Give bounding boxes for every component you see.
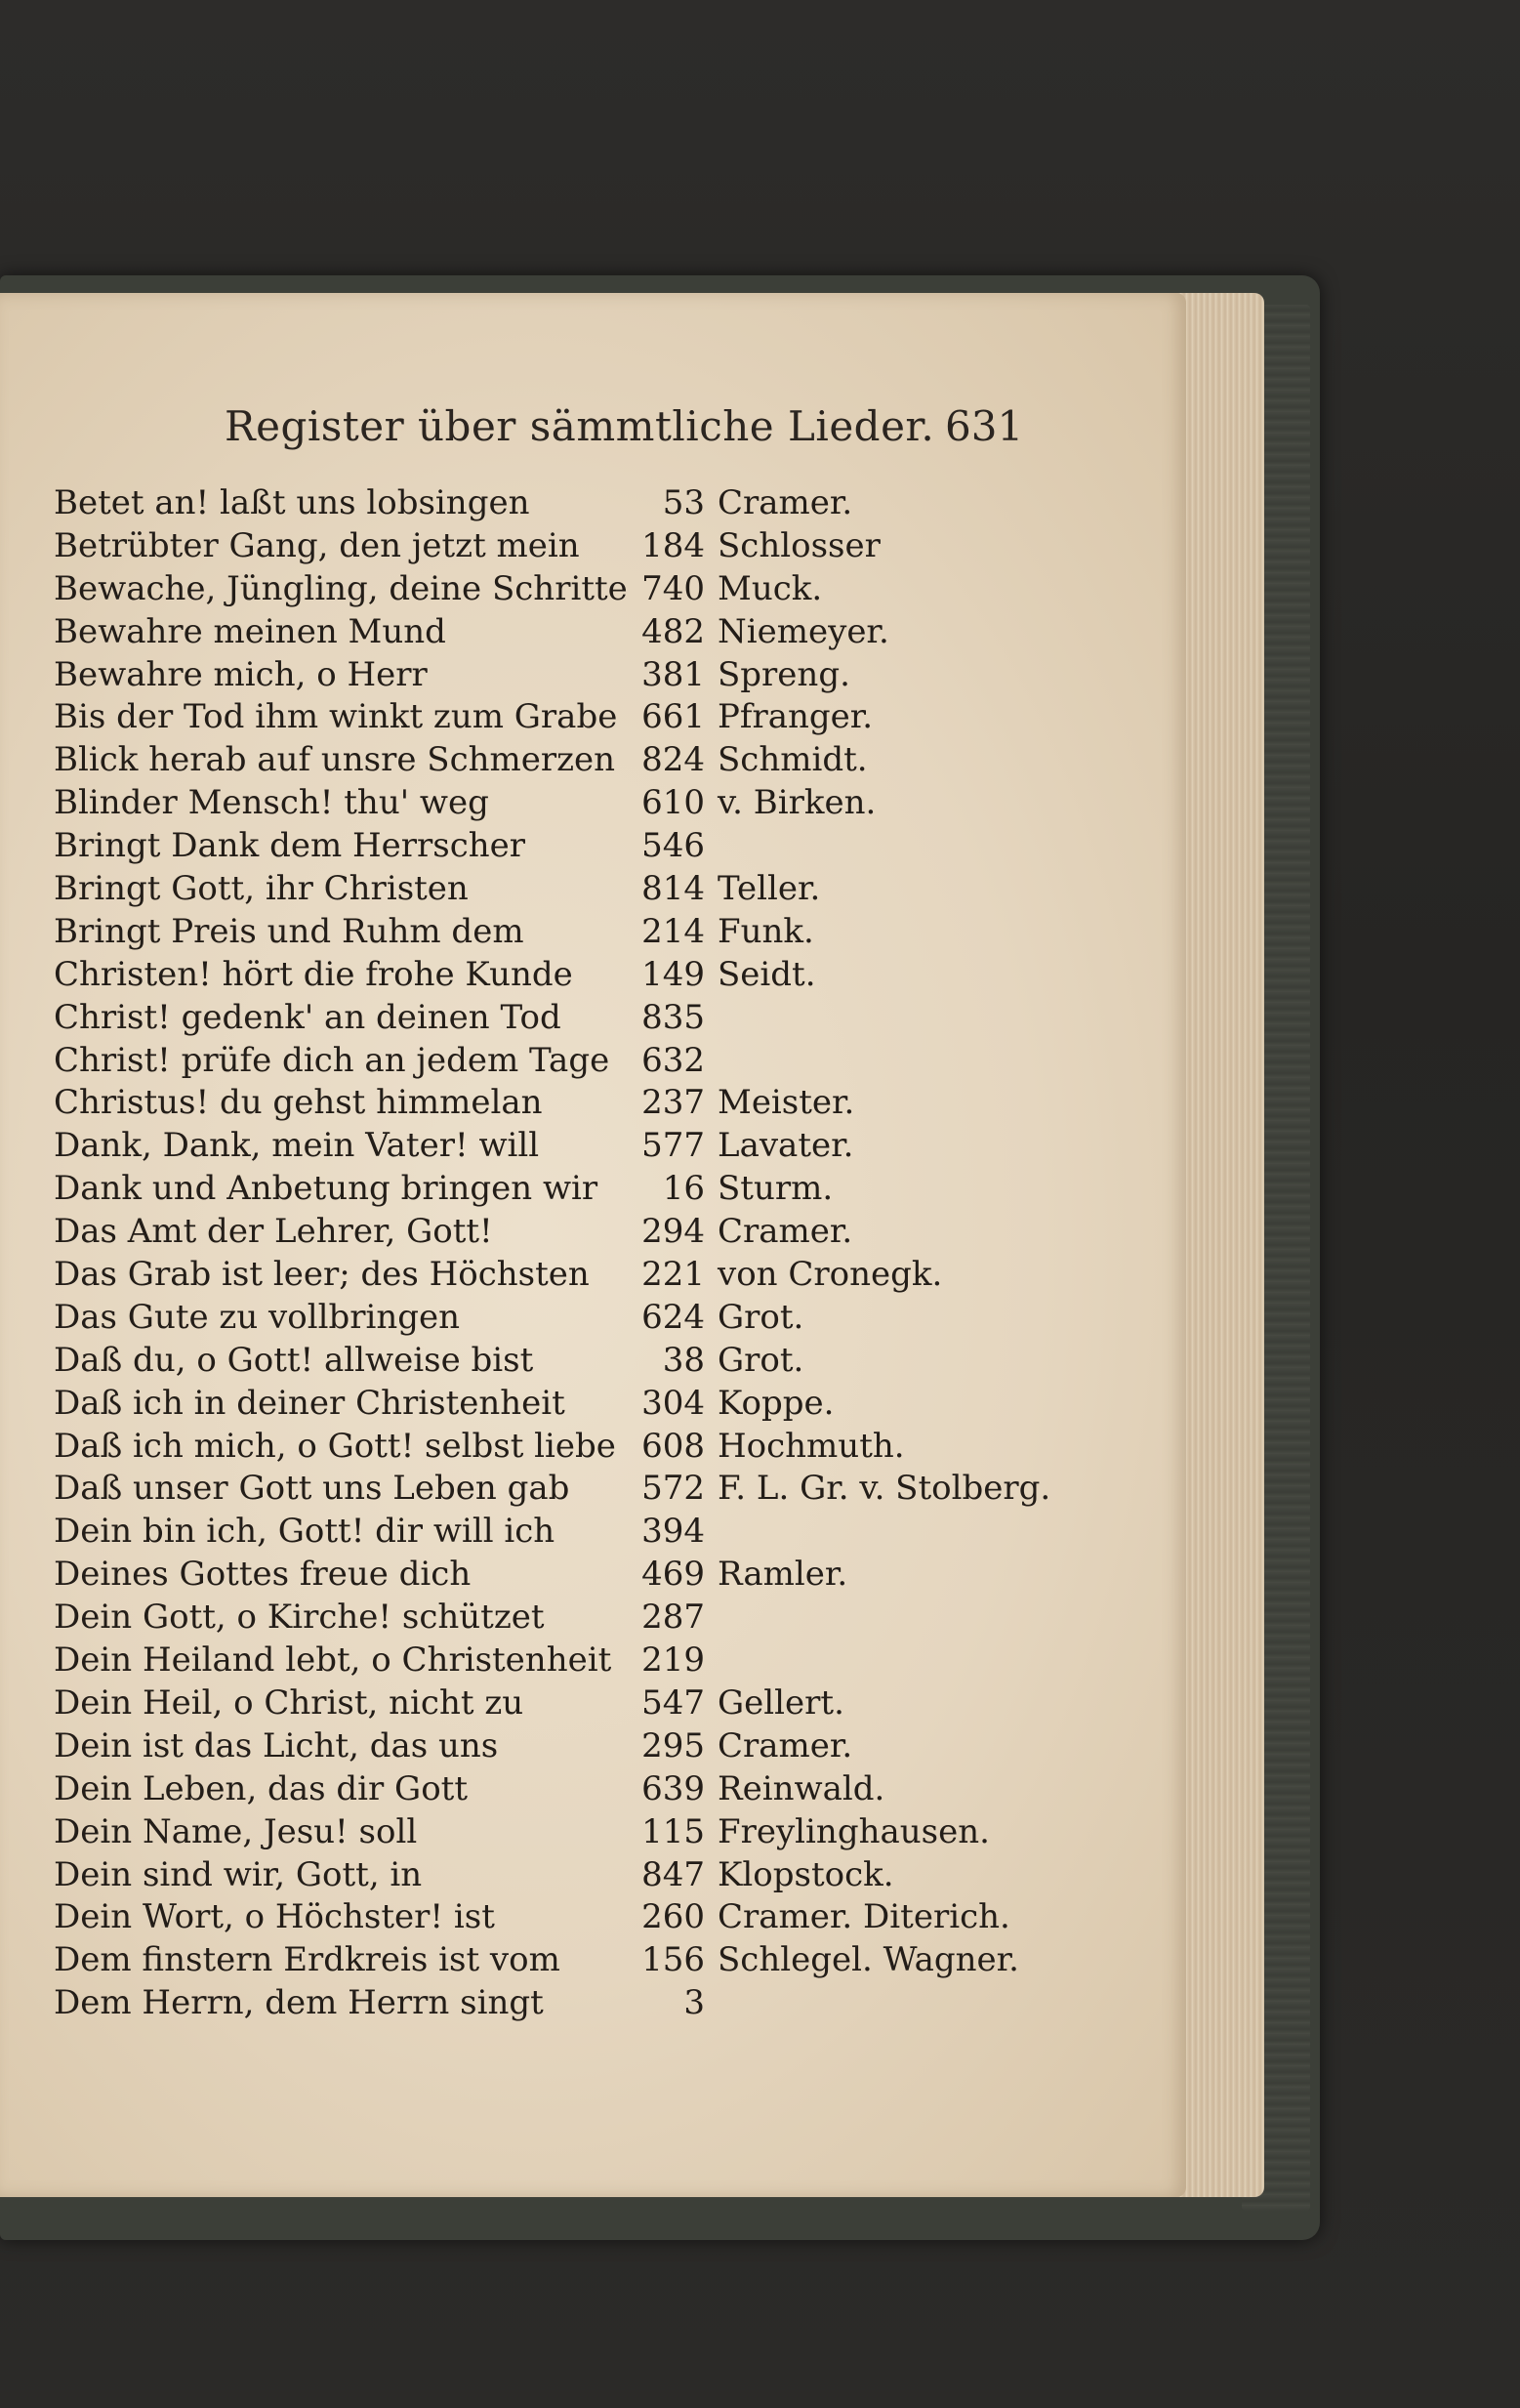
hymn-author: Spreng. <box>718 654 850 694</box>
hymn-author: Pfranger. <box>718 697 874 737</box>
hymn-first-line: Bringt Dank dem Herrscher <box>54 826 526 866</box>
hymn-number: 608 <box>641 1426 705 1466</box>
hymn-first-line: Bewache, Jüngling, deine Schritte <box>54 568 628 608</box>
hymn-author: Seidt. <box>718 954 816 994</box>
index-entry <box>0 654 1186 697</box>
index-entry <box>0 825 1186 868</box>
index-entry <box>0 482 1186 525</box>
hymn-author: Niemeyer. <box>718 611 889 651</box>
page-header <box>0 402 1186 461</box>
hymn-first-line: Christ! prüfe dich an jedem Tage <box>54 1040 610 1080</box>
hymn-number: 53 <box>662 483 705 522</box>
hymn-index-list <box>0 482 1186 2025</box>
hymn-first-line: Dein ist das Licht, das uns <box>54 1725 499 1765</box>
hymn-number: 394 <box>641 1512 705 1552</box>
hymn-number: 632 <box>641 1040 705 1080</box>
page-title: Register über sämmtliche Lieder. <box>225 402 935 450</box>
hymn-author: v. Birken. <box>718 783 877 823</box>
hymn-number: 38 <box>662 1340 705 1380</box>
hymn-number: 304 <box>641 1383 705 1423</box>
hymn-first-line: Daß unser Gott uns Leben gab <box>54 1469 570 1509</box>
hymn-first-line: Das Gute zu vollbringen <box>54 1297 461 1337</box>
index-entry <box>0 1125 1186 1168</box>
index-entry <box>0 1340 1186 1383</box>
hymn-author: Gellert. <box>718 1682 844 1723</box>
hymn-first-line: Dein Gott, o Kirche! schützet <box>54 1598 545 1638</box>
hymn-number: 156 <box>641 1940 705 1980</box>
index-entry <box>0 525 1186 568</box>
index-entry <box>0 868 1186 911</box>
hymn-author: Muck. <box>718 568 823 608</box>
hymn-number: 214 <box>641 911 705 951</box>
hymn-first-line: Daß ich in deiner Christenheit <box>54 1383 565 1423</box>
hymn-first-line: Blick herab auf unsre Schmerzen <box>54 740 616 780</box>
hymn-number: 381 <box>641 654 705 694</box>
hymn-number: 287 <box>641 1598 705 1638</box>
hymn-number: 115 <box>641 1811 705 1851</box>
hymn-first-line: Dem finstern Erdkreis ist vom <box>54 1940 560 1980</box>
hymn-number: 624 <box>641 1297 705 1337</box>
index-entry <box>0 1426 1186 1469</box>
hymn-number: 639 <box>641 1768 705 1808</box>
hymn-first-line: Deines Gottes freue dich <box>54 1555 472 1595</box>
index-entry <box>0 911 1186 954</box>
hymn-first-line: Bringt Preis und Ruhm dem <box>54 911 524 951</box>
hymn-first-line: Daß du, o Gott! allweise bist <box>54 1340 534 1380</box>
hymn-first-line: Dein Name, Jesu! soll <box>54 1811 418 1851</box>
hymn-number: 221 <box>641 1255 705 1295</box>
index-entry <box>0 1254 1186 1297</box>
hymn-first-line: Bewahre mich, o Herr <box>54 654 428 694</box>
hymn-number: 3 <box>683 1983 705 2023</box>
hymn-author: Grot. <box>718 1297 804 1337</box>
hymn-first-line: Christus! du gehst himmelan <box>54 1083 543 1123</box>
hymn-author: Klopstock. <box>718 1854 894 1894</box>
index-entry <box>0 568 1186 611</box>
hymn-author: Funk. <box>718 911 814 951</box>
hymn-number: 184 <box>641 525 705 565</box>
hymn-first-line: Dein bin ich, Gott! dir will ich <box>54 1512 555 1552</box>
hymn-number: 546 <box>641 826 705 866</box>
hymn-number: 149 <box>641 954 705 994</box>
index-entry <box>0 1383 1186 1426</box>
hymn-number: 814 <box>641 869 705 909</box>
hymn-first-line: Betrübter Gang, den jetzt mein <box>54 525 580 565</box>
hymn-author: Teller. <box>718 869 821 909</box>
index-entry <box>0 611 1186 654</box>
hymn-number: 824 <box>641 740 705 780</box>
index-entry <box>0 1640 1186 1682</box>
hymn-first-line: Christen! hört die frohe Kunde <box>54 954 573 994</box>
hymn-first-line: Blinder Mensch! thu' weg <box>54 783 489 823</box>
hymn-author: Schlegel. Wagner. <box>718 1940 1019 1980</box>
hymn-first-line: Bis der Tod ihm winkt zum Grabe <box>54 697 618 737</box>
hymn-number: 482 <box>641 611 705 651</box>
index-entry <box>0 1854 1186 1897</box>
hymn-first-line: Dank und Anbetung bringen wir <box>54 1169 598 1209</box>
hymn-first-line: Christ! gedenk' an deinen Tod <box>54 997 561 1037</box>
hymn-first-line: Bewahre meinen Mund <box>54 611 446 651</box>
index-entry <box>0 1468 1186 1511</box>
hymn-number: 610 <box>641 783 705 823</box>
hymn-first-line: Daß ich mich, o Gott! selbst liebe <box>54 1426 616 1466</box>
hymn-number: 661 <box>641 697 705 737</box>
hymn-number: 469 <box>641 1555 705 1595</box>
index-entry <box>0 1982 1186 2025</box>
index-entry <box>0 997 1186 1040</box>
hymn-first-line: Dank, Dank, mein Vater! will <box>54 1126 540 1166</box>
hymn-number: 577 <box>641 1126 705 1166</box>
hymn-author: Meister. <box>718 1083 855 1123</box>
hymn-number: 219 <box>641 1640 705 1681</box>
hymn-author: Schlosser <box>718 525 881 565</box>
hymn-author: Koppe. <box>718 1383 835 1423</box>
hymn-first-line: Dein Heil, o Christ, nicht zu <box>54 1682 524 1723</box>
index-entry <box>0 1811 1186 1854</box>
hymn-first-line: Das Amt der Lehrer, Gott! <box>54 1212 493 1252</box>
hymn-first-line: Dein Leben, das dir Gott <box>54 1768 469 1808</box>
hymn-number: 294 <box>641 1212 705 1252</box>
hymn-number: 260 <box>641 1897 705 1937</box>
hymn-author: Cramer. Diterich. <box>718 1897 1010 1937</box>
hymn-author: Sturm. <box>718 1169 834 1209</box>
page-number: 631 <box>945 402 1024 450</box>
hymn-first-line: Dem Herrn, dem Herrn singt <box>54 1983 544 2023</box>
hymn-author: Freylinghausen. <box>718 1811 990 1851</box>
hymn-first-line: Bringt Gott, ihr Christen <box>54 869 469 909</box>
hymn-first-line: Dein sind wir, Gott, in <box>54 1854 423 1894</box>
index-entry <box>0 954 1186 997</box>
index-entry <box>0 1168 1186 1211</box>
hymn-author: von Cronegk. <box>718 1255 943 1295</box>
hymn-author: Grot. <box>718 1340 804 1380</box>
hymn-number: 835 <box>641 997 705 1037</box>
index-entry <box>0 1554 1186 1597</box>
hymn-author: Reinwald. <box>718 1768 885 1808</box>
hymn-author: Ramler. <box>718 1555 848 1595</box>
index-entry <box>0 1768 1186 1811</box>
hymn-first-line: Dein Wort, o Höchster! ist <box>54 1897 495 1937</box>
hymn-first-line: Dein Heiland lebt, o Christenheit <box>54 1640 612 1681</box>
index-entry <box>0 1597 1186 1640</box>
hymn-author: Hochmuth. <box>718 1426 905 1466</box>
hymn-first-line: Betet an! laßt uns lobsingen <box>54 483 530 522</box>
index-entry <box>0 1040 1186 1083</box>
hymn-author: Lavater. <box>718 1126 854 1166</box>
hymn-number: 237 <box>641 1083 705 1123</box>
index-entry <box>0 1211 1186 1254</box>
index-entry <box>0 1939 1186 1982</box>
hymn-author: Schmidt. <box>718 740 868 780</box>
hymn-number: 572 <box>641 1469 705 1509</box>
index-entry <box>0 1896 1186 1939</box>
index-entry <box>0 1297 1186 1340</box>
hymn-number: 847 <box>641 1854 705 1894</box>
hymn-author: F. L. Gr. v. Stolberg. <box>718 1469 1051 1509</box>
hymn-number: 16 <box>662 1169 705 1209</box>
index-entry <box>0 739 1186 782</box>
hymn-author: Cramer. <box>718 1725 853 1765</box>
index-entry <box>0 1682 1186 1725</box>
index-entry <box>0 1082 1186 1125</box>
hymn-first-line: Das Grab ist leer; des Höchsten <box>54 1255 590 1295</box>
hymn-author: Cramer. <box>718 483 853 522</box>
hymn-number: 547 <box>641 1682 705 1723</box>
hymn-author: Cramer. <box>718 1212 853 1252</box>
index-entry <box>0 696 1186 739</box>
index-entry <box>0 782 1186 825</box>
index-entry <box>0 1725 1186 1768</box>
index-entry <box>0 1511 1186 1554</box>
hymn-number: 740 <box>641 568 705 608</box>
hymn-number: 295 <box>641 1725 705 1765</box>
